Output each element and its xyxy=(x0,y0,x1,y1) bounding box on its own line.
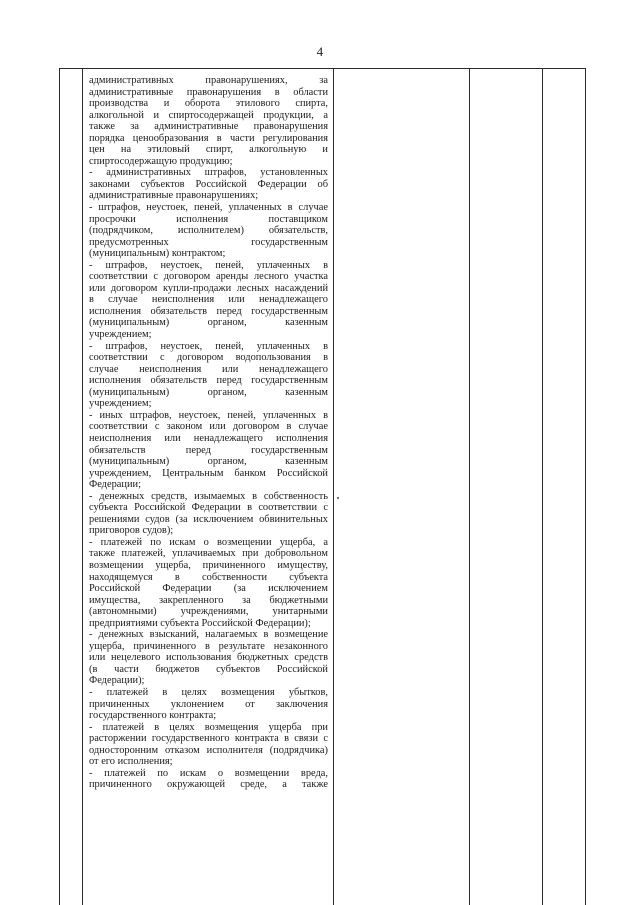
cell-text-line: цен на этиловый спирт, алкогольную и xyxy=(89,144,328,156)
cell-text-line: (подрядчиком, исполнителем) обязательств, xyxy=(89,225,328,237)
cell-text-line: - платежей в целях возмещения убытков, xyxy=(89,686,328,698)
cell-text-line: Федерации); xyxy=(89,675,145,687)
cell-text-line: предусмотренных государственным xyxy=(89,236,328,248)
cell-text-line: приговоров судов); xyxy=(89,525,174,537)
cell-text-line: расторжении государственного контракта в связи с xyxy=(89,733,328,745)
cell-text-line: государственного контракта; xyxy=(89,710,217,722)
cell-text-line: производства и оборота этилового спирта, xyxy=(89,98,328,110)
table-column-divider xyxy=(469,69,470,905)
cell-text-line: причиненного окружающей среде, а также xyxy=(89,779,328,791)
cell-text-line: односторонним отказом исполнителя (подрядчика) xyxy=(89,744,328,756)
cell-text-line: соответствии с законом или договором в случае xyxy=(89,421,328,433)
cell-text-line: возмещении ущерба, причиненного имуществу, xyxy=(89,559,328,571)
table-column-divider xyxy=(82,69,83,905)
cell-text-line: Российской Федерации (за исключением xyxy=(89,583,328,595)
cell-text-line: - платежей в целях возмещения ущерба при xyxy=(89,721,328,733)
cell-text-line: - штрафов, неустоек, пеней, уплаченных в случае xyxy=(89,202,328,214)
cell-text-line: исполнения обязательств перед государственным xyxy=(89,305,328,317)
table-column-divider xyxy=(542,69,543,905)
cell-text-line: неисполнения или ненадлежащего исполнения xyxy=(89,432,328,444)
cell-text-line: учреждением, Центральным банком Российской xyxy=(89,467,328,479)
cell-text-line: решениями судов (за исключением обвинительных xyxy=(89,513,328,525)
cell-text-line: причиненных уклонением от заключения xyxy=(89,698,328,710)
cell-text-line: порядка ценообразования в части регулирования xyxy=(89,132,328,144)
cell-text-line: - денежных взысканий, налагаемых в возмещение xyxy=(89,629,328,641)
cell-text-line: (в части бюджетов субъектов Российской xyxy=(89,663,328,675)
cell-text-line: или договором купли-продажи лесных насаждений xyxy=(89,282,328,294)
cell-text-line: находящемуся в собственности субъекта xyxy=(89,571,328,583)
cell-text-line: обязательств перед государственным xyxy=(89,444,328,456)
cell-text-line: в случае неисполнения или ненадлежащего xyxy=(89,294,328,306)
cell-text-line: учреждением; xyxy=(89,329,152,341)
cell-text-line: - платежей по искам о возмещении ущерба, а xyxy=(89,536,328,548)
cell-text-line: (муниципальным) органом, казенным xyxy=(89,456,328,468)
cell-text-line: (муниципальным) органом, казенным xyxy=(89,317,328,329)
scan-speck xyxy=(337,497,339,499)
cell-text-line: ущерба, причиненного в результате незаконного xyxy=(89,640,328,652)
cell-text-line: - административных штрафов, установленных xyxy=(89,167,328,179)
cell-text-line: спиртосодержащую продукцию; xyxy=(89,155,233,167)
cell-text-line: алкогольной и спиртосодержащей продукции, а xyxy=(89,109,328,121)
cell-text-line: административных правонарушениях, за xyxy=(89,75,328,86)
cell-text-line: административные правонарушениях; xyxy=(89,190,259,202)
cell-text-line: административные правонарушения в области xyxy=(89,86,328,98)
cell-text-line: - штрафов, неустоек, пеней, уплаченных в xyxy=(89,259,328,271)
cell-text-line: также за административные правонарушения xyxy=(89,121,328,133)
cell-text-line: учреждением; xyxy=(89,398,152,410)
cell-text-line: или нецелевого использования бюджетных средств xyxy=(89,652,328,664)
cell-text-line: - иных штрафов, неустоек, пеней, уплаченных в xyxy=(89,409,328,421)
cell-text-line: просрочки исполнения поставщиком xyxy=(89,213,328,225)
cell-text-line: (автономными) учреждениями, унитарными xyxy=(89,606,328,618)
table-column-divider xyxy=(333,69,334,905)
cell-text-line: также платежей, уплачиваемых при добровольном xyxy=(89,548,328,560)
revenue-description-cell xyxy=(89,75,328,791)
page-number: 4 xyxy=(316,44,324,59)
cell-text-line: случае неисполнения или ненадлежащего xyxy=(89,363,328,375)
cell-text-line: соответствии с договором водопользования в xyxy=(89,352,328,364)
cell-text-line: Федерации; xyxy=(89,479,141,491)
cell-text-line: - платежей по искам о возмещении вреда, xyxy=(89,767,328,779)
cell-text-line: (муниципальным) контрактом; xyxy=(89,248,226,260)
cell-text-line: (муниципальным) органом, казенным xyxy=(89,386,328,398)
cell-text-line: имущества, закрепленного за бюджетными xyxy=(89,594,328,606)
document-table xyxy=(59,68,586,905)
cell-text-line: соответствии с договором аренды лесного участка xyxy=(89,271,328,283)
cell-text-line: исполнения обязательств перед государственным xyxy=(89,375,328,387)
cell-text-line: предприятиями субъекта Российской Федерации); xyxy=(89,617,311,629)
cell-text-line: субъекта Российской Федерации в соответствии с xyxy=(89,502,328,514)
cell-text-line: законами субъектов Российской Федерации об xyxy=(89,178,328,190)
cell-text-line: от его исполнения; xyxy=(89,756,173,768)
cell-text-line: - денежных средств, изымаемых в собственность xyxy=(89,490,328,502)
cell-text-line: - штрафов, неустоек, пеней, уплаченных в xyxy=(89,340,328,352)
